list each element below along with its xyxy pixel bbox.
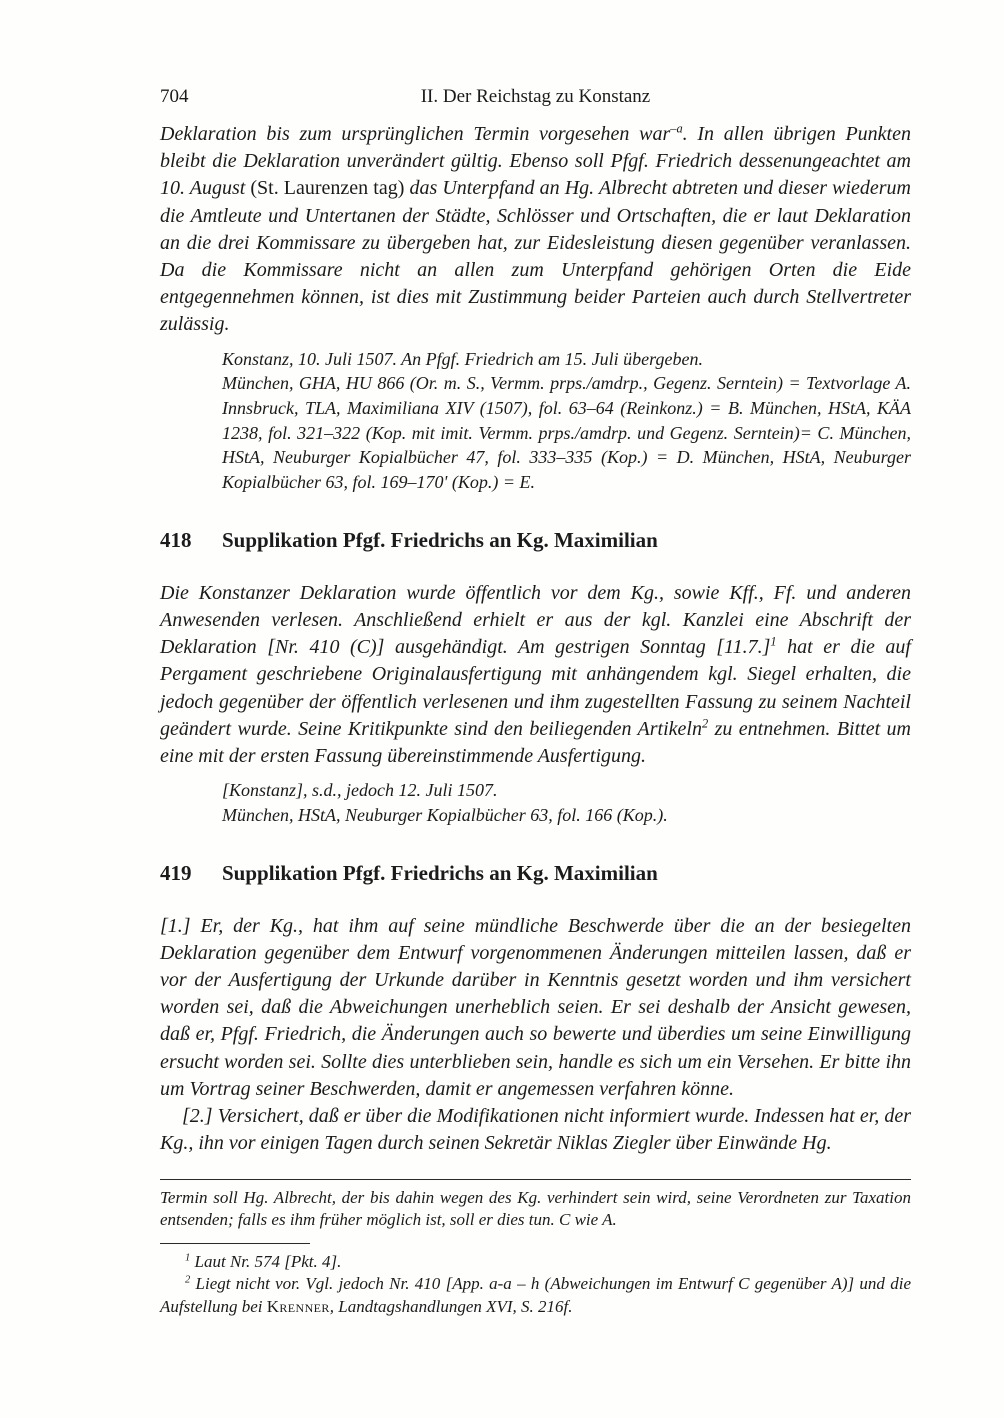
footnote-separator-rule — [160, 1243, 310, 1244]
text-run: 2 — [701, 716, 709, 731]
text-run: . In allen übrigen Punkten bleibt die Deklaration unverändert gültig. Ebenso soll Pfgf. Friedrich dessenungeachtet am 10. August — [160, 123, 911, 200]
footnote-1 — [160, 1251, 911, 1274]
text-run: , Landtagshandlungen XVI, S. 216f. — [329, 1296, 573, 1316]
text-run: –a — [670, 121, 683, 136]
entry-418-dateline: [Konstanz], s.d., jedoch 12. Juli 1507. — [222, 780, 498, 801]
running-head: II. Der Reichstag zu Konstanz — [420, 86, 651, 107]
text-run: (St. Laurenzen tag) — [250, 177, 405, 200]
footnote-2 — [160, 1273, 911, 1318]
entry-418-title: Supplikation Pfgf. Friedrichs an Kg. Maximilian — [222, 527, 658, 552]
page-header — [160, 84, 911, 110]
entry-417-source-block — [160, 347, 911, 495]
entry-419-paragraph-2: [2.] Versichert, daß er über die Modifikationen nicht informiert wurde. Indessen hat er, der Kg., ihn vor einigen Tagen durch seinen Sekretär Niklas Ziegler über Einwände Hg. — [160, 1105, 911, 1155]
footnote-area — [160, 1179, 911, 1319]
page-number: 704 — [160, 86, 189, 107]
apparatus-separator-rule — [160, 1179, 911, 1180]
entry-419-heading — [160, 859, 911, 887]
text-run: Deklaration bis zum ursprünglichen Termin vorgesehen war — [160, 123, 671, 145]
text-run: Die Konstanzer Deklaration wurde öffentlich vor dem Kg., sowie Kff., Ff. und anderen Anwesenden verlesen. Anschließend erhielt er aus der kgl. Kanzlei eine Abschrift der Deklaration [Nr. 410 (C)] ausgehändigt. Am gestrigen Sonntag [11.7.] — [160, 581, 911, 659]
text-run: 1 — [770, 634, 777, 649]
text-run: 1 — [185, 1252, 191, 1264]
entry-418-heading — [160, 526, 911, 554]
text-run: Liegt nicht vor. Vgl. jedoch Nr. 410 [App. a-a – h (Abweichungen im Entwurf C gegenüber A)] und die Aufstellung bei — [160, 1274, 911, 1316]
text-run: zu entnehmen. Bittet um eine mit der ersten Fassung übereinstimmende Ausfertigung. — [160, 717, 911, 768]
page-content — [160, 84, 911, 1318]
text-run: Laut Nr. 574 [Pkt. 4]. — [190, 1251, 342, 1271]
entry-418-summary-paragraph — [160, 580, 911, 770]
entry-419-title: Supplikation Pfgf. Friedrichs an Kg. Maximilian — [222, 860, 658, 885]
entry-419-number: 419 — [160, 860, 192, 885]
entry-418-archive-reference: München, HStA, Neuburger Kopialbücher 63, fol. 166 (Kop.). — [222, 804, 668, 825]
entry-419-paragraph-1: [1.] Er, der Kg., hat ihm auf seine mündliche Beschwerde über die an der besiegelten Deklaration gegenüber dem Entwurf vorgenommenen Änderungen mitteilen lassen, daß er vor der Ausfertigung der Urkunde darüber in Kenntnis gesetzt worden und ihm versichert worden sei, daß die Abweichungen unerheblich seien. Er sei deshalb der Ansicht gewesen, daß er, Pfgf. Friedrich, die Änderungen auch so bewerte und überdies um seine Einwilligung ersucht worden sei. Sollte dies unterblieben sein, handle es sich um ein Versehen. Er bitte ihn um Vortrag seiner Beschwerden, damit er angemessen verfahren könne. — [160, 914, 911, 1100]
entry-417-continuation-paragraph — [160, 121, 911, 339]
entry-417-archive-reference: München, GHA, HU 866 (Or. m. S., Vermm. prps./amdrp., Gegenz. Serntein) = Textvorlage A. Innsbruck, TLA, Maximiliana XIV (1507), fol. 63–64 (Reinkonz.) = B. München, HStA, KÄA 1238, fol. 321–322 (Kop. mit imit. Vermm. prps./amdrp. und Gegenz. Serntein)= C. München, HStA, Neuburger Kopialbücher 47, fol. 333–335 (Kop.) = D. München, HStA, Neuburger Kopialbücher 63, fol. 169–170' (Kop.) = E. — [222, 373, 911, 493]
text-run: Krenner — [266, 1296, 330, 1316]
entry-417-dateline: Konstanz, 10. Juli 1507. An Pfgf. Friedrich am 15. Juli übergeben. — [222, 348, 703, 369]
text-run: hat er die auf Pergament geschriebene Originalausfertigung mit anhängendem kgl. Siegel erhalten, die jedoch gegenüber der öffentlich verlesenen und ihm zugestellten Fassung zu seinem Nachteil geändert wurde. Seine Kritikpunkte sind den beiliegenden Artikeln — [160, 636, 911, 740]
text-run: das Unterpfand an Hg. Albrecht abtreten und dieser wiederum die Amtleute und Untertanen der Städte, Schlösser und Ortschaften, die er laut Deklaration an die drei Kommissare zu übergeben hat, zur Eidesleistung diesen gegenüber veranlassen. Da die Kommissare nicht an allen zum Unterpfand gehörigen Orten die Eide entgegennehmen können, ist dies mit Zustimmung beider Parteien auch durch Stellvertreter zulässig. — [160, 177, 912, 336]
entry-418-source-block — [160, 778, 911, 827]
entry-418-number: 418 — [160, 527, 192, 552]
apparatus-continuation: Termin soll Hg. Albrecht, der bis dahin wegen des Kg. verhindert sein wird, seine Verordneten zur Taxation entsenden; falls es ihm früher möglich ist, soll er dies tun. C wie A. — [160, 1187, 911, 1230]
text-run: 2 — [185, 1274, 191, 1286]
